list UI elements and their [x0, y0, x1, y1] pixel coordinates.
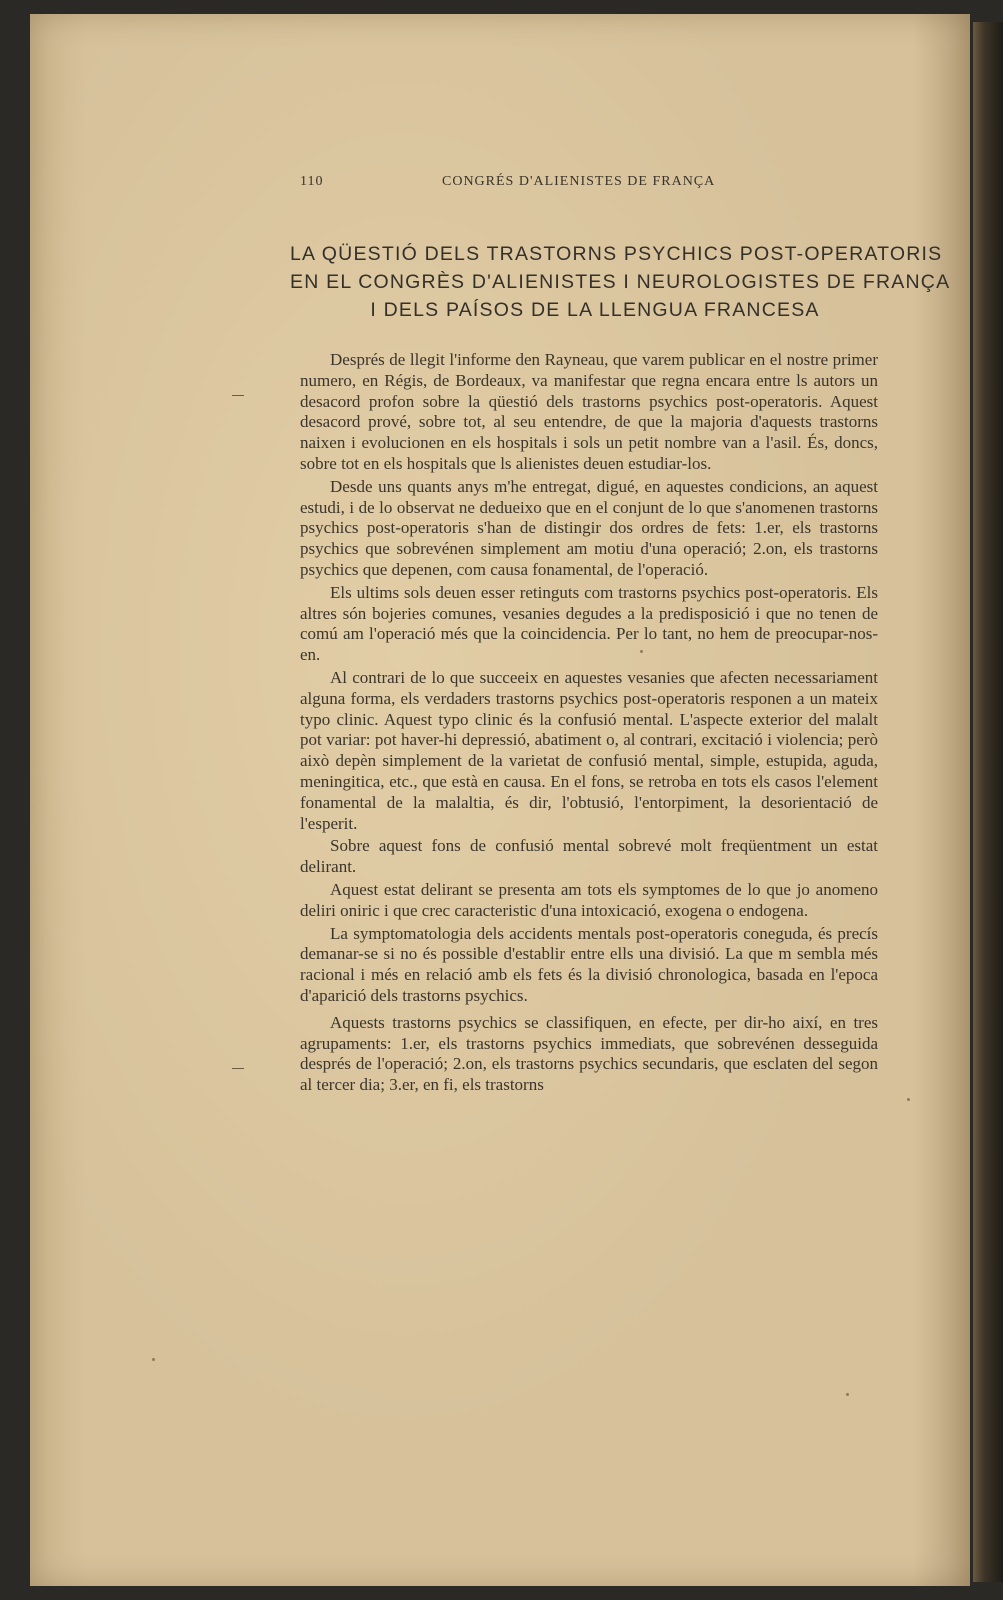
- title-line: I DELS PAÍSOS DE LA LLENGUA FRANCESA: [370, 299, 820, 321]
- paragraph: Desde uns quants anys m'he entregat, digué, en aquestes condicions, an aquest estudi, i de lo observat ne dedueixo que en el conjunt de lo que s'anomenen trastorns psychics post-operatoris s'han de distingir dos ordres de fets: 1.er, els trastorns psychics que sobrevénen simplement am motiu d'una operació; 2.on, els trastorns psychics que depenen, com causa fonamental, de l'operació.: [300, 476, 878, 579]
- paragraph: Al contrari de lo que succeeix en aquestes vesanies que afecten necessariament alguna forma, els verdaders trastorns psychics post-operatoris responen a un mateix typo clinic. Aquest typo clinic és la confusió mental. L'aspecte exterior del malalt pot variar: pot haver-hi depressió, abatiment o, al contrari, excitació i violencia; però això depèn simplement de la varietat de confusió mental, simple, estupida, aguda, meningitica, etc., que està en causa. En el fons, se retroba en tots els casos l'element fonamental de la malaltia, és dir, l'obtusió, l'entorpiment, la desorientació de l'esperit.: [300, 667, 878, 833]
- running-head-title: CONGRÉS D'ALIENISTES DE FRANÇA: [442, 174, 716, 189]
- running-header: [300, 174, 780, 196]
- title-line: EN EL CONGRÈS D'ALIENISTES I NEUROLOGISTES DE FRANÇA: [290, 271, 951, 293]
- margin-mark: [232, 395, 244, 396]
- paragraph: Sobre aquest fons de confusió mental sobrevé molt freqüentment un estat delirant.: [300, 836, 878, 877]
- article-title: [290, 240, 951, 324]
- page-number: 110: [300, 174, 324, 189]
- title-line: LA QÜESTIÓ DELS TRASTORNS PSYCHICS POST-OPERATORIS: [290, 243, 943, 265]
- paragraph: Després de llegit l'informe den Rayneau, que varem publicar en el nostre primer numero, en Régis, de Bordeaux, va manifestar que regna encara entre ls autors un desacord profon sobre la qüestió dels trastorns psychics post-operatoris. Aquest desacord prové, sobre tot, al seu entendre, de que la majoria d'aquests trastorns naixen i evolucionen en els hospitals i sols un petit nombre van a l'asil. És, doncs, sobre tot en els hospitals que ls alienistes deuen estudiar-los.: [300, 350, 878, 473]
- paragraph: Aquests trastorns psychics se classifiquen, en efecte, per dir-ho així, en tres agrupaments: 1.er, els trastorns psychics immediats, que sobrevénen desseguida després de l'operació; 2.on, els trastorns psychics secundaris, que esclaten del segon al tercer dia; 3.er, en fi, els trastorns: [300, 1012, 878, 1095]
- paragraph: La symptomatologia dels accidents mentals post-operatoris coneguda, és precís demanar-se si no és possible d'establir entre ells una divisió. La que m sembla més racional i més en relació amb els fets és la divisió chronologica, basada en l'epoca d'aparició dels trastorns psychics.: [300, 923, 878, 1005]
- paragraph: Els ultims sols deuen esser retinguts com trastorns psychics post-operatoris. Els altres són bojeries comunes, vesanies degudes a la predisposició i que no tenen de comú am l'operació més que la coincidencia. Per lo tant, no hem de preocupar-nos-en.: [300, 582, 878, 665]
- paragraph: Aquest estat delirant se presenta am tots els symptomes de lo que jo anomeno deliri oniric i que crec caracteristic d'una intoxicació, exogena o endogena.: [300, 879, 878, 920]
- article-body: [300, 350, 878, 1096]
- book-spine-edge: [973, 22, 1003, 1582]
- margin-mark: [232, 1068, 244, 1069]
